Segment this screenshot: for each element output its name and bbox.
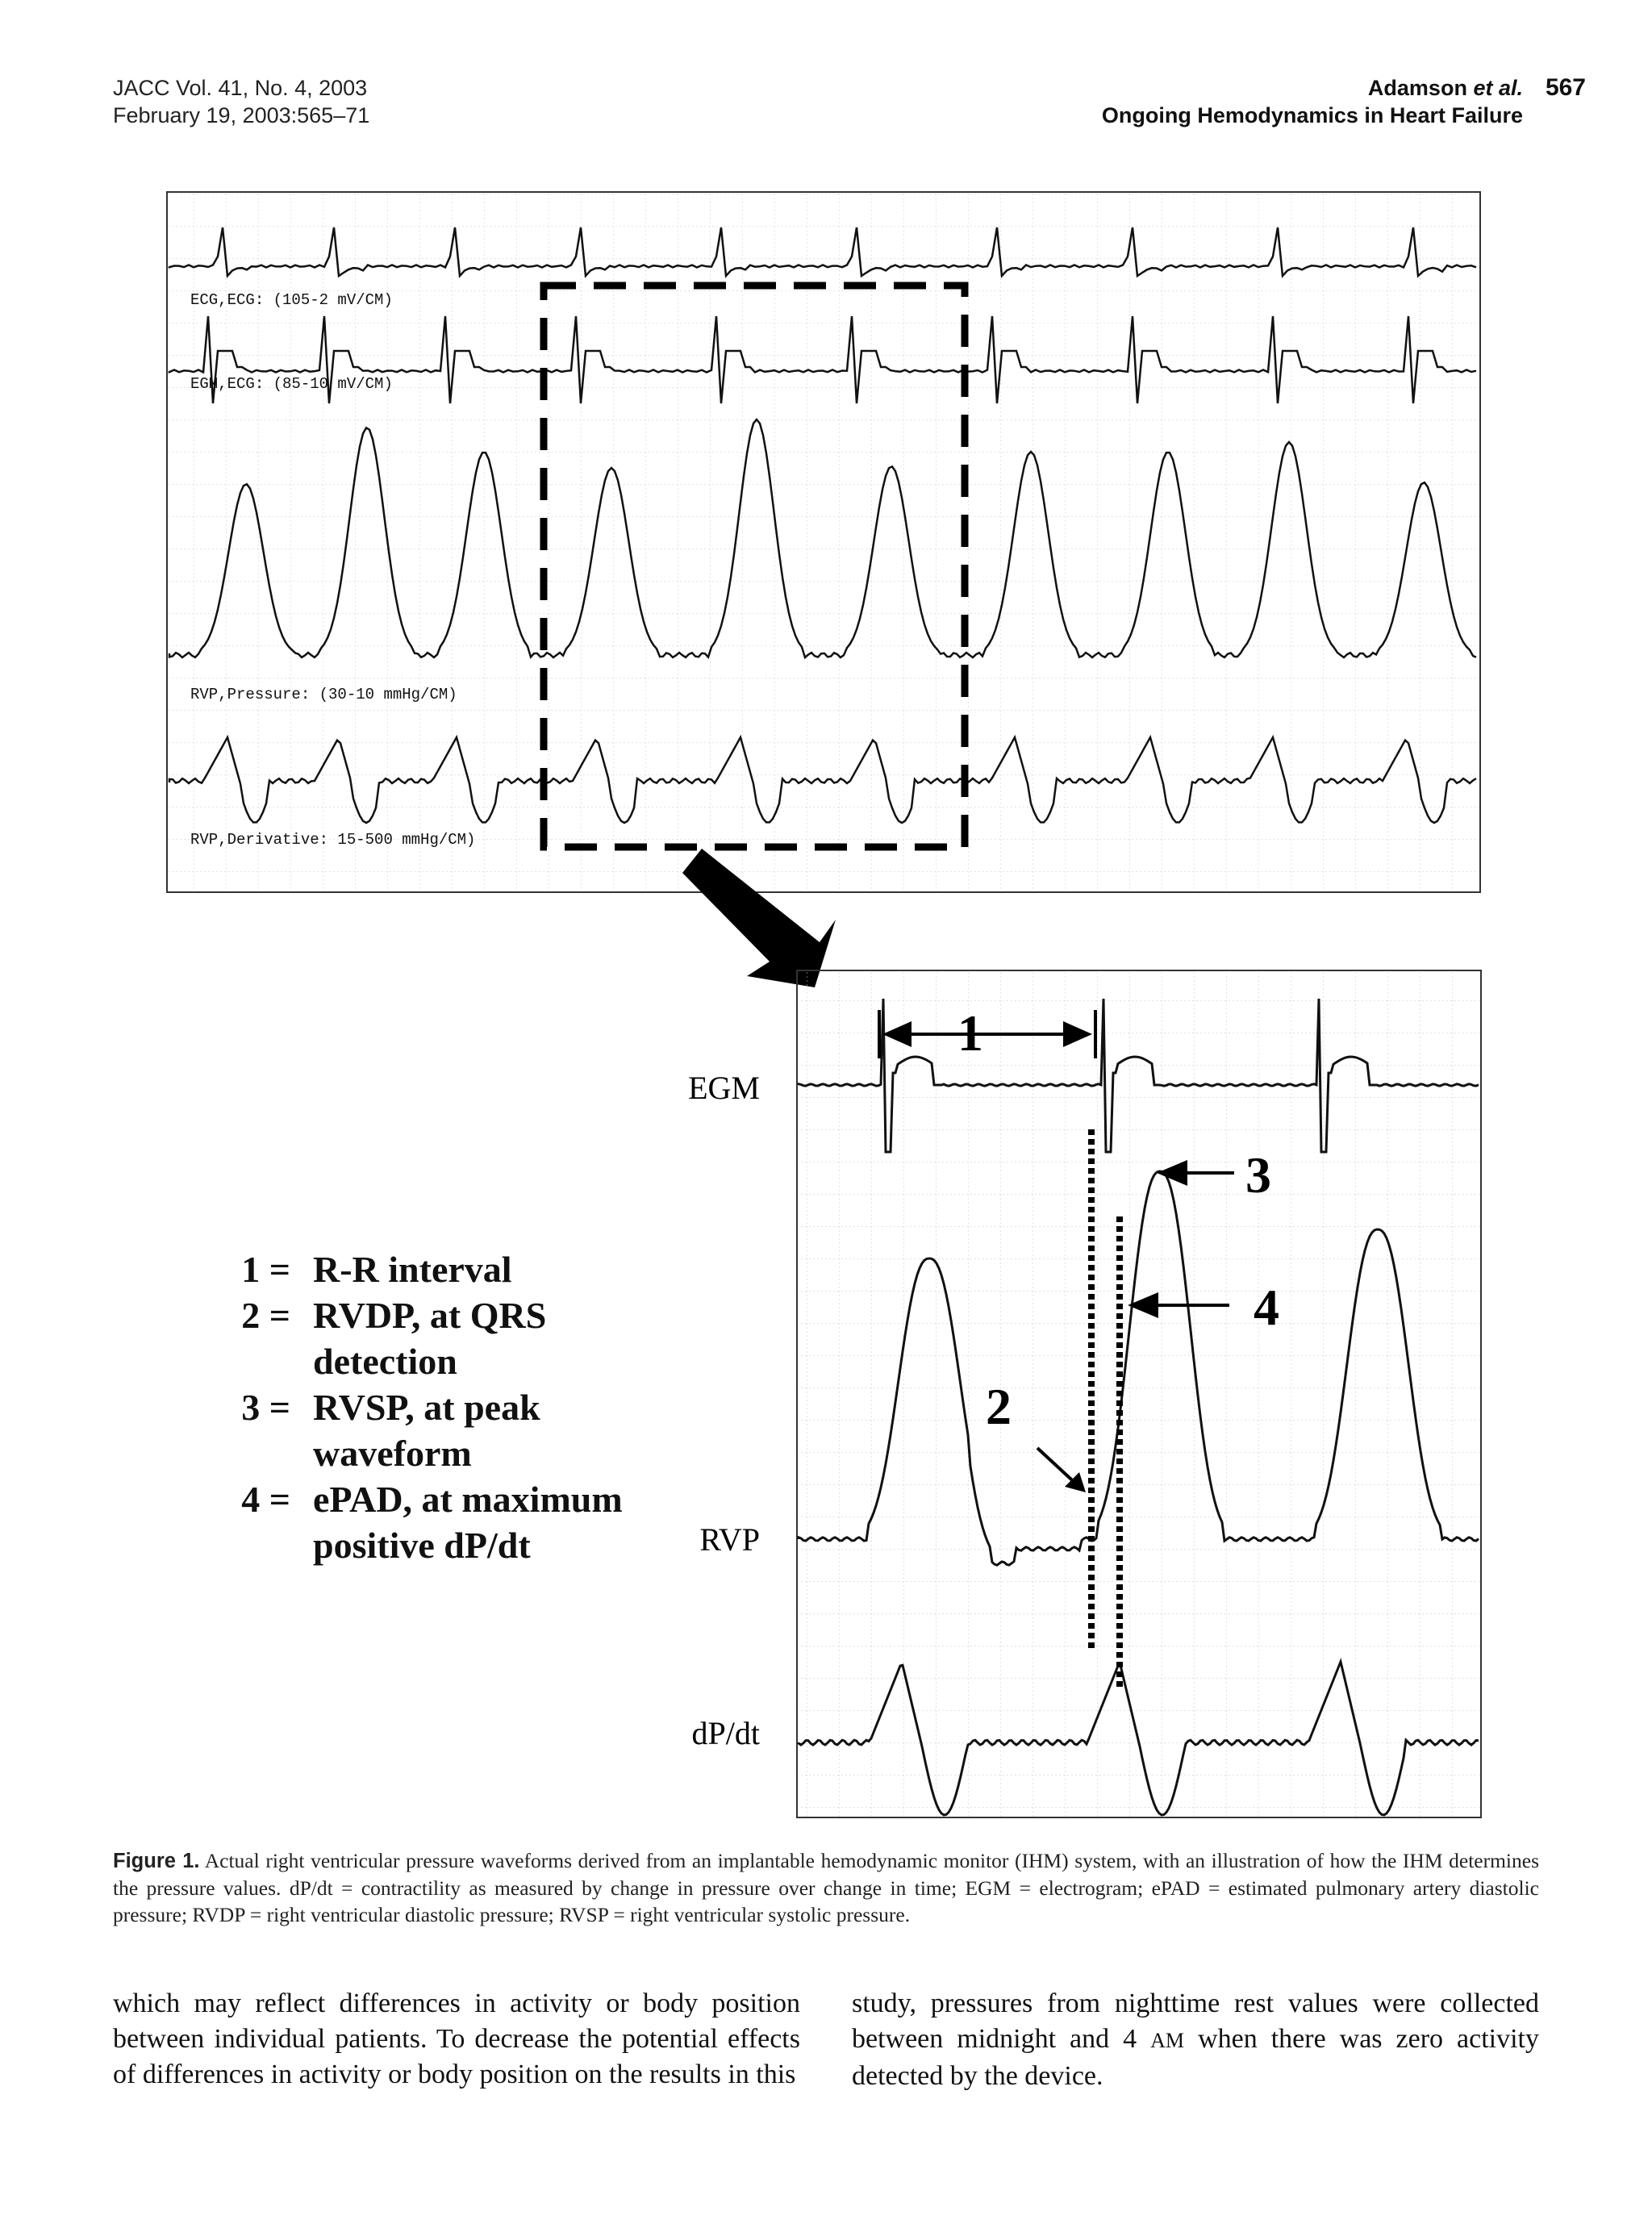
rvp-derivative-label: RVP,Derivative: 15-500 mmHg/CM)	[190, 831, 476, 849]
rvp-pressure-label: RVP,Pressure: (30-10 mmHg/CM)	[190, 686, 457, 703]
legend-text: RVSP, at peak waveform	[313, 1387, 540, 1474]
legend-text: ePAD, at maximum positive dP/dt	[313, 1479, 623, 1566]
body-column-left	[113, 1986, 800, 2093]
page-number: 567	[1545, 74, 1586, 101]
legend-key: 2 =	[241, 1295, 290, 1336]
author-name: Adamson	[1367, 76, 1467, 100]
body-text-right-1: study, pressures from nighttime rest values were collected between midnight and 4	[852, 1988, 1539, 2054]
legend-text: RVDP, at QRS detection	[313, 1295, 547, 1382]
marker-1-label: 1	[957, 1004, 983, 1062]
caption-label: Figure 1.	[113, 1850, 200, 1872]
header-title: Ongoing Hemodynamics in Heart Failure	[1101, 103, 1523, 127]
body-paragraph-left: which may reflect differences in activity or body position between individual patients. To decrease the potential effects of differences in activity or body position on the results in this	[113, 1988, 800, 2089]
bottom-panel-frame	[797, 970, 1481, 1817]
dpdt-label: dP/dt	[691, 1715, 760, 1751]
journal-volume: JACC Vol. 41, No. 4, 2003	[113, 76, 368, 100]
egm-label: EGM	[688, 1070, 760, 1106]
journal-date: February 19, 2003:565–71	[113, 103, 370, 127]
figure-legend	[184, 1246, 668, 1568]
marker-3-label: 3	[1245, 1146, 1271, 1204]
figure-caption	[113, 1847, 1539, 1928]
time-am: AM	[1150, 2029, 1185, 2052]
bottom-tracing-panel	[797, 970, 1481, 1817]
et-al: et al.	[1473, 76, 1523, 100]
top-tracing-panel	[167, 192, 1480, 892]
legend-row	[184, 1246, 668, 1292]
marker-2-label: 2	[986, 1378, 1012, 1435]
legend-key: 1 =	[241, 1249, 290, 1290]
legend-row	[184, 1384, 668, 1476]
caption-text: Actual right ventricular pressure waveforms derived from an implantable hemodynamic monitor (IHM) system, with an illustration of how the IHM determines the pressure values. dP/dt = contractility as measured by change in pressure over change in time; EGM = electrogram; ePAD = estimated pulmonary artery diastolic pressure; RVDP = right ventricular diastolic pressure; RVSP = right ventricular systolic pressure.	[113, 1849, 1539, 1926]
legend-key: 4 =	[241, 1479, 290, 1520]
rvp-label: RVP	[699, 1521, 760, 1558]
marker-4-label: 4	[1254, 1279, 1279, 1336]
legend-key: 3 =	[241, 1387, 290, 1428]
legend-row	[184, 1476, 668, 1568]
legend-text: R-R interval	[313, 1249, 512, 1290]
ecg-trace-label: ECG,ECG: (105-2 mV/CM)	[190, 291, 393, 309]
body-column-right	[852, 1986, 1539, 2094]
body-text-right-2: when there was zero activity detected by the device.	[852, 2024, 1539, 2091]
egm-trace-label: EGM,ECG: (85-10 mV/CM)	[190, 375, 393, 393]
legend-row	[184, 1292, 668, 1384]
